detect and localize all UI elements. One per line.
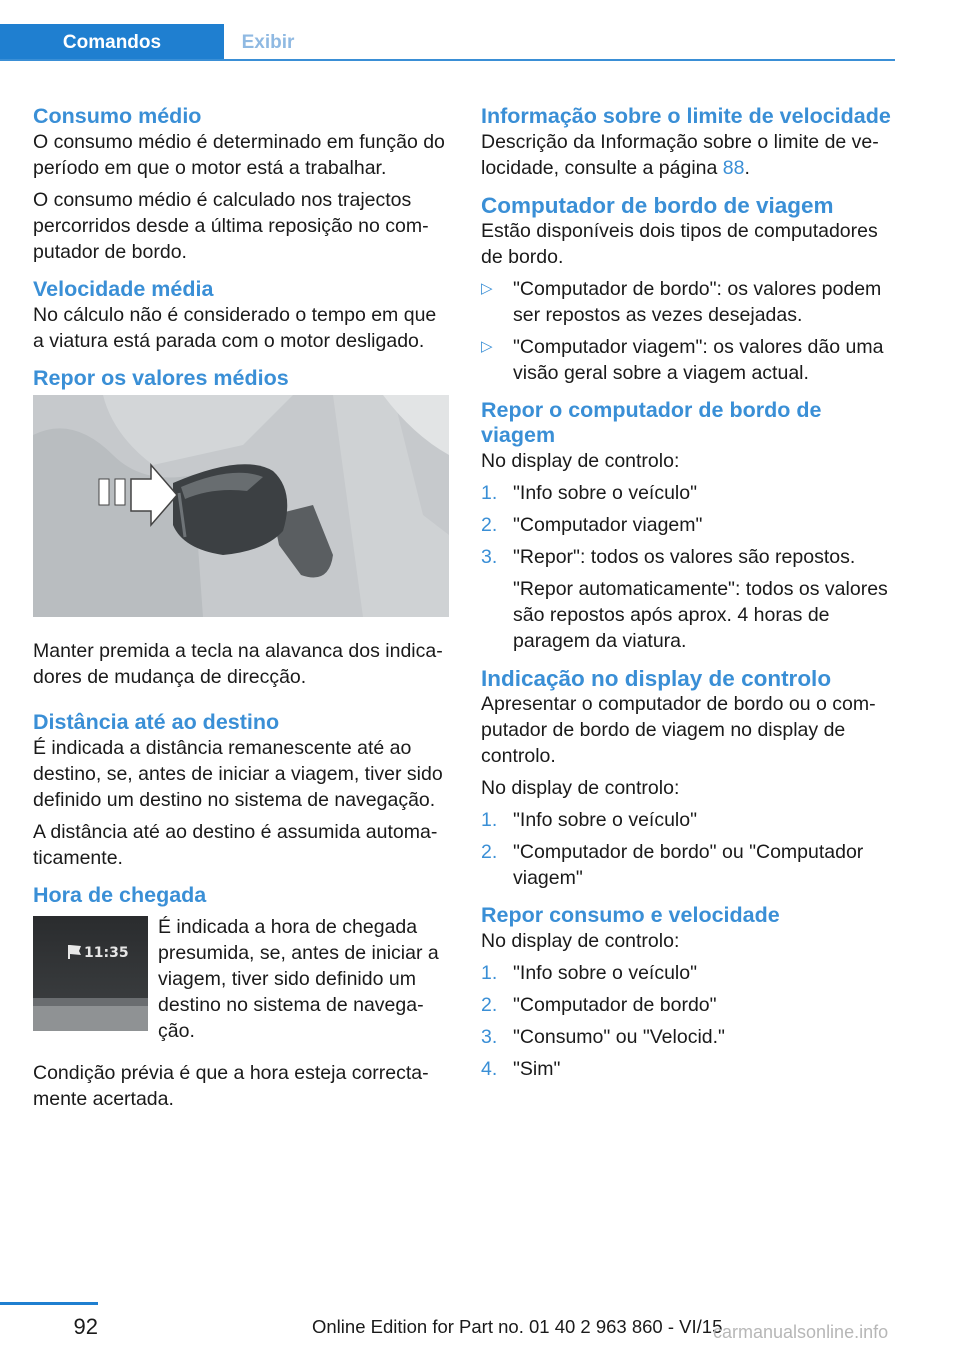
triangle-bullet-icon: ▷ xyxy=(481,280,493,297)
list-item: 3. "Repor": todos os valores são repostos. xyxy=(481,546,856,568)
arrival-time-block xyxy=(33,914,449,1050)
footer-rule xyxy=(0,1302,98,1305)
list-item: 1. "Info sobre o veículo" xyxy=(481,962,698,984)
right-column xyxy=(481,104,897,1088)
step-number: 2. xyxy=(481,994,498,1016)
list-item: 4. "Sim" xyxy=(481,1058,561,1080)
clock-time: 11:35 xyxy=(84,945,129,961)
indicacao-steps-list xyxy=(481,807,897,891)
section-tabs xyxy=(0,24,895,61)
watermark: carmanualsonline.info xyxy=(713,1322,889,1342)
step-number: 2. xyxy=(481,841,498,863)
text-indicacao-1: Apresentar o computador de bordo ou o computador de bordo de viagem no display de controlo. xyxy=(481,693,876,767)
text-repor-automatico: "Repor automaticamente": todos os valores são repostos após aprox. 4 horas de paragem da viatura. xyxy=(513,578,888,652)
step-number: 1. xyxy=(481,962,498,984)
page-number: 92 xyxy=(73,1314,98,1339)
heading-repor-consumo: Repor consumo e velocidade xyxy=(481,903,780,927)
text-repor-consumo: No display de controlo: xyxy=(481,930,680,952)
text-hora-chegada-2: Condição prévia é que a hora esteja correctamente acertada. xyxy=(33,1062,429,1110)
list-item: 2. "Computador de bordo" xyxy=(481,994,717,1016)
list-item: 2. "Computador viagem" xyxy=(481,514,703,536)
text-indicacao-2: No display de controlo: xyxy=(481,777,680,799)
text-velocidade-media: No cálculo não é considerado o tempo em que a viatura está parada com o motor desligado. xyxy=(33,304,437,352)
heading-repor-valores: Repor os valores médios xyxy=(33,366,289,390)
text-limite-velocidade: Descrição da Informação sobre o limite de velocidade, consulte a página 88. xyxy=(481,131,879,179)
heading-limite-velocidade: Informação sobre o limite de velocidade xyxy=(481,104,891,128)
heading-indicacao-display: Indicação no display de controlo xyxy=(481,666,832,691)
list-item: 1. "Info sobre o veículo" xyxy=(481,482,698,504)
triangle-bullet-icon: ▷ xyxy=(481,338,493,355)
heading-hora-chegada: Hora de chegada xyxy=(33,883,207,907)
repor-steps-list xyxy=(481,480,897,570)
tab-comandos[interactable]: Comandos xyxy=(0,24,224,61)
page-footer xyxy=(0,1302,960,1362)
step-number: 2. xyxy=(481,514,498,536)
tab-exibir[interactable]: Exibir xyxy=(224,24,312,61)
repor-consumo-steps-list xyxy=(481,960,897,1082)
page-link-88[interactable]: 88 xyxy=(722,157,745,179)
heading-repor-computador: Repor o computador de bordo de viagem xyxy=(481,398,822,447)
text-computador-viagem: Estão disponíveis dois tipos de computadores de bordo. xyxy=(481,220,878,268)
edition-text: Online Edition for Part no. 01 40 2 963 860 - VI/15 xyxy=(312,1316,723,1337)
step-number: 4. xyxy=(481,1058,498,1080)
turn-signal-lever-figure xyxy=(33,395,449,617)
text-distancia-1: É indicada a distância remanescente até ao destino, se, antes de iniciar a viagem, tiver sido definido um destino no sistema de navegação. xyxy=(33,737,443,811)
text-repor-computador: No display de controlo: xyxy=(481,450,680,472)
list-item: 1. "Info sobre o veículo" xyxy=(481,809,698,831)
text-repor-valores: Manter premida a tecla na alavanca dos indicadores de mudança de direcção. xyxy=(33,640,443,688)
step-number: 1. xyxy=(481,809,498,831)
text-consumo-medio-1: O consumo médio é determinado em função do período em que o motor está a trabalhar. xyxy=(33,131,445,179)
header-rule xyxy=(0,59,895,61)
list-item: ▷ "Computador viagem": os valores dão uma visão geral sobre a viagem actual. xyxy=(481,336,884,384)
step-number: 3. xyxy=(481,1026,498,1048)
text-distancia-2: A distância até ao destino é assumida automaticamente. xyxy=(33,821,438,869)
computer-types-list xyxy=(481,276,897,386)
heading-computador-viagem: Computador de bordo de viagem xyxy=(481,193,834,218)
text-hora-chegada-1: É indicada a hora de chegada presumida, se, antes de iniciar a viagem, tiver sido definido um destino no sistema de navegação. xyxy=(158,916,439,1042)
heading-velocidade-media: Velocidade média xyxy=(33,277,214,301)
text-consumo-medio-2: O consumo médio é calculado nos trajectos percorridos desde a última reposição no computador de bordo. xyxy=(33,189,429,263)
list-item: 3. "Consumo" ou "Velocid." xyxy=(481,1026,725,1048)
list-item: 2. "Computador de bordo" ou "Computador viagem" xyxy=(481,841,864,889)
step-number: 3. xyxy=(481,546,498,568)
list-item: ▷ "Computador de bordo": os valores podem ser repostos as vezes desejadas. xyxy=(481,278,882,326)
arrival-time-display-image xyxy=(33,916,148,1031)
step-number: 1. xyxy=(481,482,498,504)
left-column xyxy=(33,104,449,1118)
heading-consumo-medio: Consumo médio xyxy=(33,104,202,128)
heading-distancia-destino: Distância até ao destino xyxy=(33,710,280,734)
